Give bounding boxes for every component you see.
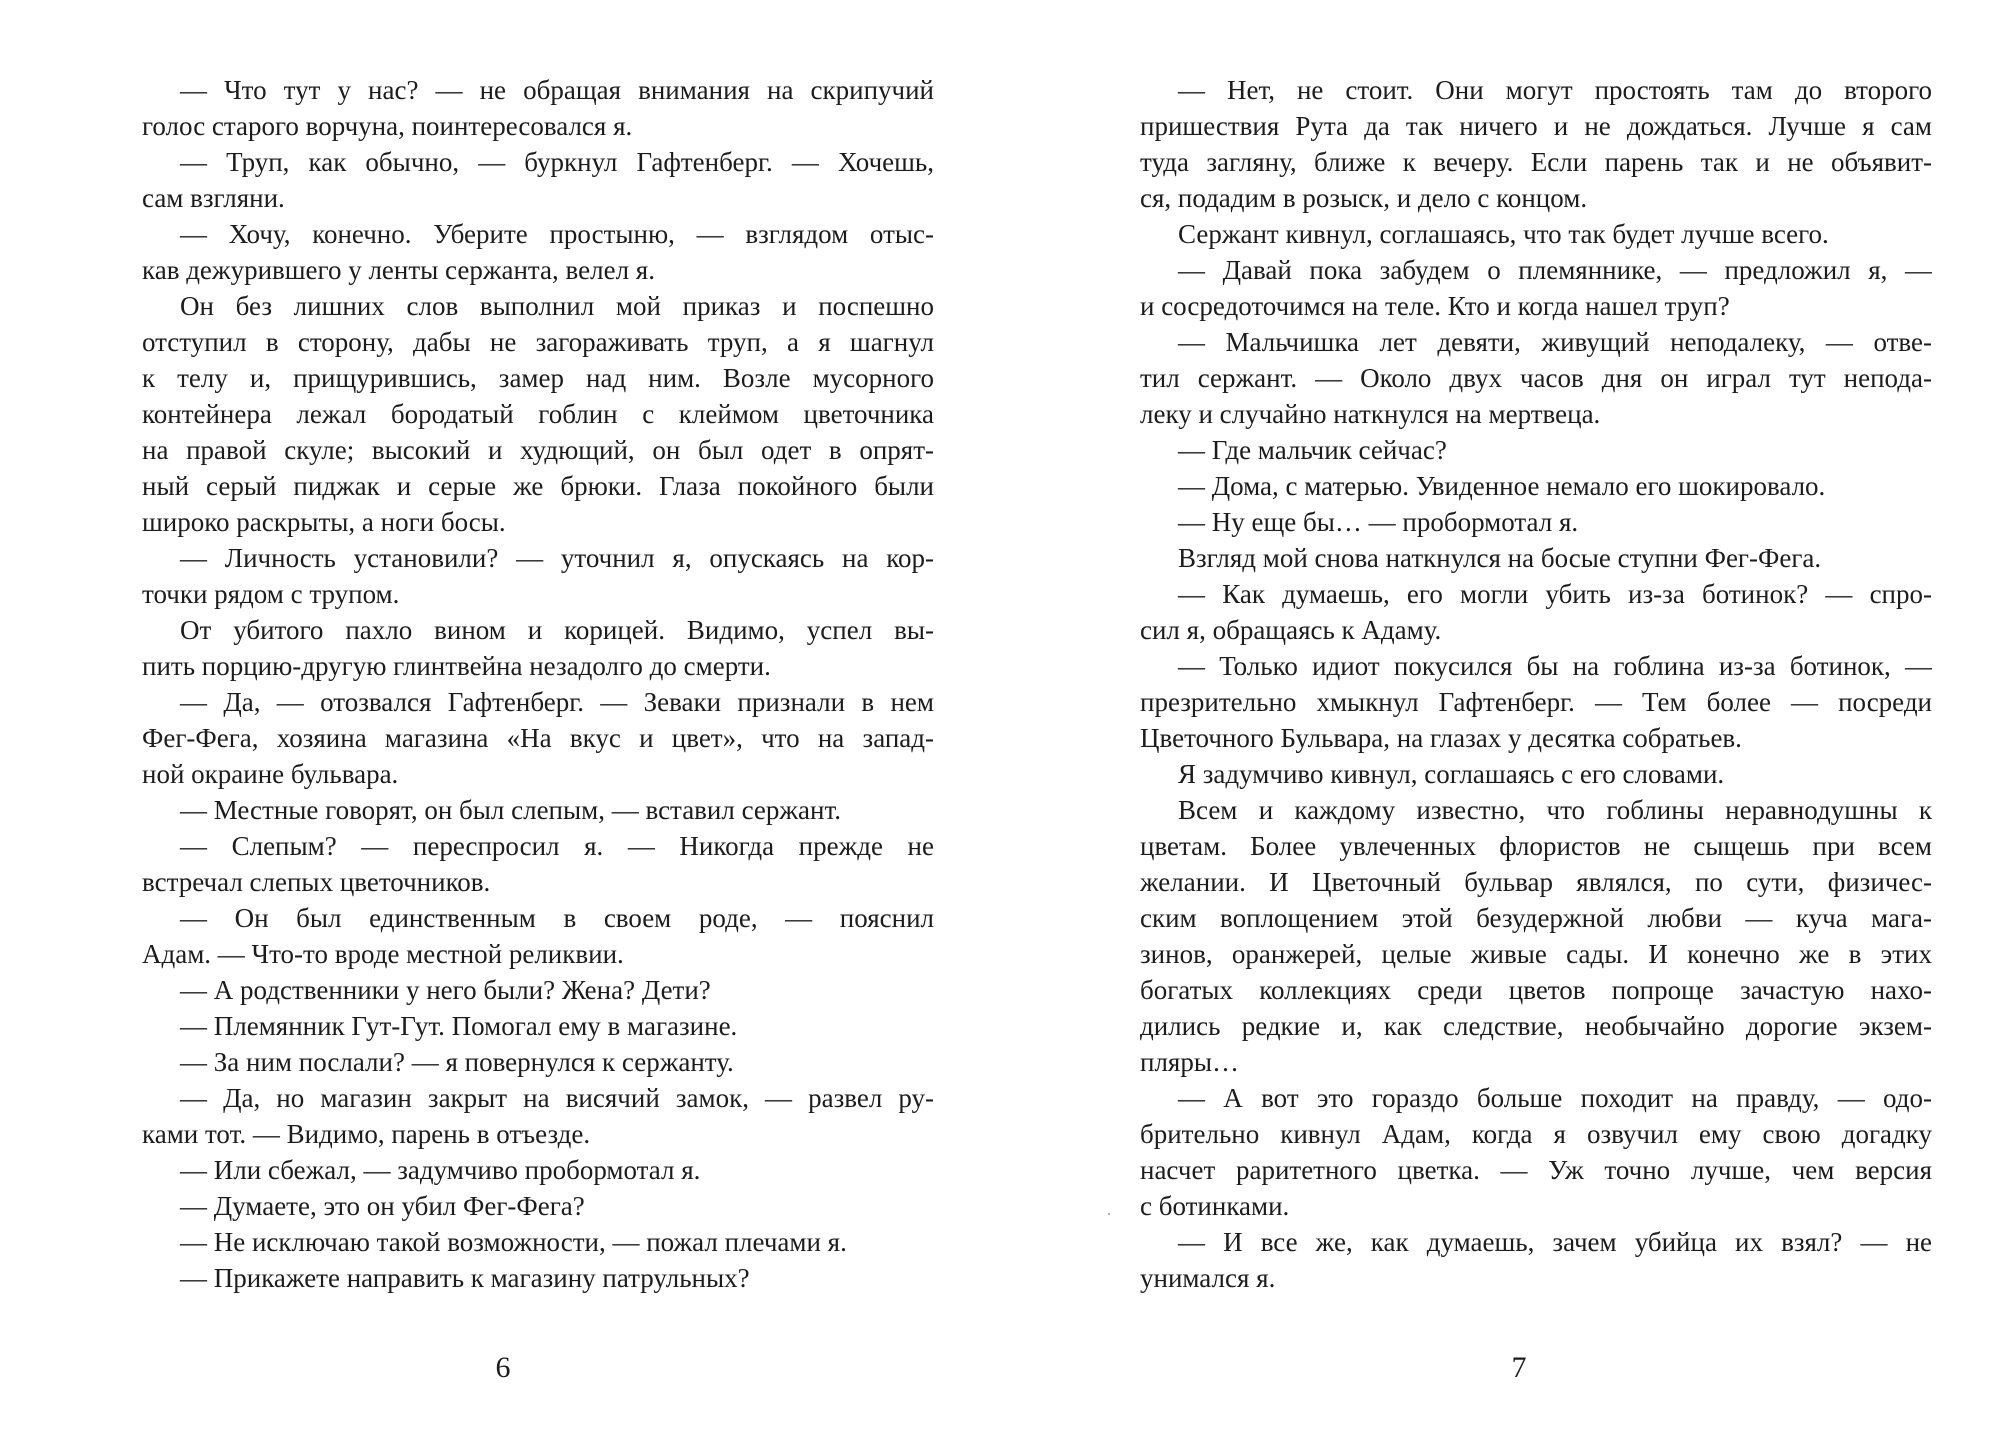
text-line: брительно кивнул Адам, когда я озвучил ему свою догадку [1140,1119,1932,1149]
text-line: — Слепым? — переспросил я. — Никогда прежде не [180,831,934,861]
text-line: — Прикажете направить к магазину патрульных? [180,1263,750,1293]
text-line: ной окраине бульвара. [142,759,399,789]
text-line: на правой скуле; высокий и худющий, он был одет в опрят- [142,435,934,465]
text-line: ским воплощением этой безудержной любви — куча мага- [1140,903,1932,933]
text-line: — Как думаешь, его могли убить из-за ботинок? — спро- [1178,579,1932,609]
text-line: сил я, обращаясь к Адаму. [1140,615,1442,645]
text-line: встречал слепых цветочников. [142,867,491,897]
text-line: контейнера лежал бородатый гоблин с клеймом цветочника [142,399,934,429]
text-line: богатых коллекциях среди цветов попроще зачастую нахо- [1140,975,1932,1005]
text-line: — И все же, как думаешь, зачем убийца их взял? — не [1178,1227,1932,1257]
text-line: отступил в сторону, дабы не загораживать труп, а я шагнул [142,327,934,357]
text-line: — Только идиот покусился бы на гоблина из-за ботинок, — [1178,651,1932,681]
text-line: — Или сбежал, — задумчиво пробормотал я. [180,1155,701,1185]
text-line: пляры… [1140,1047,1239,1077]
text-line: Сержант кивнул, соглашаясь, что так будет лучше всего. [1178,219,1829,249]
text-line: туда загляну, ближе к вечеру. Если парень так и не объявит- [1140,147,1932,177]
text-line: — Местные говорят, он был слепым, — вставил сержант. [180,795,841,825]
text-line: Адам. — Что-то вроде местной реликвии. [142,939,624,969]
text-line: к телу и, прищурившись, замер над ним. Возле мусорного [142,363,934,393]
text-line: — А вот это гораздо больше походит на правду, — одо- [1178,1083,1932,1113]
right-page-number: 7 [1511,1351,1527,1384]
text-line: — За ним послали? — я повернулся к сержанту. [180,1047,734,1077]
text-line: — Личность установили? — уточнил я, опускаясь на кор- [180,543,934,573]
text-line: с ботинками. [1140,1191,1290,1221]
text-line: зинов, оранжерей, целые живые сады. И конечно же в этих [1140,939,1932,969]
text-line: Фег-Фега, хозяина магазина «На вкус и цвет», что на запад- [142,723,934,753]
text-line: тил сержант. — Около двух часов дня он играл тут непода- [1140,363,1932,393]
text-line: Я задумчиво кивнул, соглашаясь с его словами. [1178,759,1725,789]
text-line: цветам. Более увлеченных флористов не сыщешь при всем [1140,831,1932,861]
text-line: пить порцию-другую глинтвейна незадолго до смерти. [142,651,771,681]
text-line: — Хочу, конечно. Уберите простыню, — взглядом отыс- [180,219,934,249]
text-line: Он без лишних слов выполнил мой приказ и поспешно [180,291,934,321]
text-line: Цветочного Бульвара, на глазах у десятка собратьев. [1140,723,1742,753]
text-line: Всем и каждому известно, что гоблины неравнодушны к [1178,795,1932,825]
text-line: — Думаете, это он убил Фег-Фега? [180,1191,585,1221]
right-page-text [1140,72,1932,1296]
text-line: — Где мальчик сейчас? [1178,435,1447,465]
text-line: ками тот. — Видимо, парень в отъезде. [142,1119,591,1149]
text-line: пришествия Рута да так ничего и не дождаться. Лучше я сам [1140,111,1932,141]
text-line: — А родственники у него были? Жена? Дети? [180,975,711,1005]
text-line: леку и случайно наткнулся на мертвеца. [1140,399,1601,429]
text-line: — Нет, не стоит. Они могут простоять там до второго [1178,75,1932,105]
text-line: желании. И Цветочный бульвар являлся, по сути, физичес- [1140,867,1932,897]
text-line: — Труп, как обычно, — буркнул Гафтенберг. — Хочешь, [180,147,934,177]
text-line: Взгляд мой снова наткнулся на босые ступни Фег-Фега. [1178,543,1822,573]
text-line: точки рядом с трупом. [142,579,400,609]
text-line: сам взгляни. [142,183,285,213]
text-line: — Дома, с матерью. Увиденное немало его шокировало. [1178,471,1826,501]
text-line: широко раскрыты, а ноги босы. [142,507,506,537]
text-line: презрительно хмыкнул Гафтенберг. — Тем более — посреди [1140,687,1932,717]
text-line: — Да, но магазин закрыт на висячий замок, — развел ру- [180,1083,934,1113]
text-line: От убитого пахло вином и корицей. Видимо, успел вы- [180,615,934,645]
text-line: дились редкие и, как следствие, необычайно дорогие экзем- [1140,1011,1932,1041]
text-line: — Мальчишка лет девяти, живущий неподалеку, — отве- [1178,327,1932,357]
paper-speck [1108,1213,1110,1215]
text-line: ся, подадим в розыск, и дело с концом. [1140,183,1588,213]
text-line: кав дежурившего у ленты сержанта, велел я. [142,255,655,285]
text-line: ный серый пиджак и серые же брюки. Глаза покойного были [142,471,934,501]
text-line: — Он был единственным в своем роде, — пояснил [180,903,934,933]
text-line: — Что тут у нас? — не обращая внимания на скрипучий [180,75,934,105]
text-line: — Племянник Гут-Гут. Помогал ему в магазине. [180,1011,738,1041]
text-line: голос старого ворчуна, поинтересовался я. [142,111,633,141]
text-line: и сосредоточимся на теле. Кто и когда нашел труп? [1140,291,1730,321]
text-line: — Не исключаю такой возможности, — пожал плечами я. [180,1227,847,1257]
text-line: — Ну еще бы… — пробормотал я. [1178,507,1579,537]
left-page-text [142,72,934,1296]
left-page-number: 6 [495,1351,511,1384]
text-line: унимался я. [1140,1263,1276,1293]
text-line: насчет раритетного цветка. — Уж точно лучше, чем версия [1140,1155,1932,1185]
text-line: — Давай пока забудем о племяннике, — предложил я, — [1178,255,1932,285]
text-line: — Да, — отозвался Гафтенберг. — Зеваки признали в нем [180,687,934,717]
